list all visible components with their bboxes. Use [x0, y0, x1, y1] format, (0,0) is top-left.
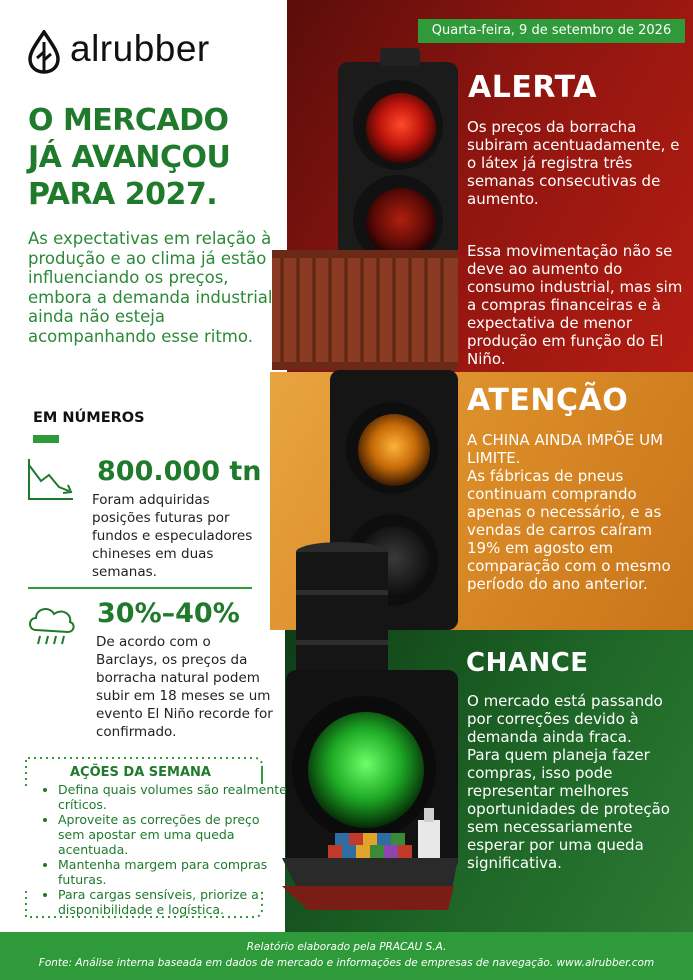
list-item: • Para cargas sensíveis, priorize a disponibilidade e logística.: [58, 887, 288, 917]
lead-paragraph: As expectativas em relação à produção e ao clima já estão influenciando os preços, embora a demanda industrial ainda não esteja acompanhando esse ritmo.: [28, 229, 273, 346]
page-title: [28, 102, 278, 213]
numbers-accent-bar: [33, 435, 59, 443]
date-badge: Quarta-feira, 9 de setembro de 2026: [418, 19, 685, 43]
attention-text: As fábricas de pneus continuam comprando apenas o necessário, e as vendas de carros caíram 19% em agosto em comparação com o mesmo período do ano anterior.: [467, 467, 671, 593]
alert-text: Essa movimentação não se deve ao aumento do consumo industrial, mas sim a compras financeiras e à expectativa de menor produção em função do El Niño.: [467, 242, 683, 368]
stat-value: 30%–40%: [97, 598, 240, 629]
footer-credit: Relatório elaborado pela PRACAU S.A.: [246, 941, 447, 953]
chance-text: O mercado está passando por correções devido à demanda ainda fraca. Para quem planeja fazer compras, isso pode representar melhores oportunidades de proteção sem necessariamente esperar por uma queda significativa.: [467, 692, 670, 872]
divider: [28, 587, 252, 589]
stat-description: De acordo com o Barclays, os preços da borracha natural podem subir em 18 meses se um evento El Niño recorde for confirmado.: [96, 634, 273, 740]
red-lamp: [366, 93, 436, 163]
alert-title: ALERTA: [468, 70, 597, 105]
actions-list: [40, 782, 288, 917]
list-item: • Mantenha margem para compras futuras.: [58, 857, 288, 887]
alert-text: Os preços da borracha subiram acentuadamente, e o látex já registra três semanas consecutivas de aumento.: [467, 118, 680, 208]
attention-subtitle: A CHINA AINDA IMPÕE UM LIMITE.: [467, 431, 664, 467]
footer: [0, 932, 693, 980]
shipping-container: [272, 250, 458, 370]
numbers-title: EM NÚMEROS: [33, 410, 145, 426]
headline-line-2: JÁ AVANÇOU: [28, 140, 231, 175]
green-lamp: [308, 712, 424, 828]
list-item: • Aproveite as correções de preço sem apostar em uma queda acentuada.: [58, 812, 288, 857]
headline-line-1: O MERCADO: [28, 103, 229, 138]
traffic-light-illustration: [268, 40, 468, 932]
rubber-drop-logo-icon: [26, 30, 62, 74]
stat-description: Foram adquiridas posições futuras por fundos e especuladores chineses em duas semanas.: [92, 492, 253, 580]
attention-title: ATENÇÃO: [467, 383, 629, 418]
rain-cloud-icon: [24, 600, 76, 648]
actions-title: AÇÕES DA SEMANA: [70, 765, 211, 780]
list-item: • Defina quais volumes são realmente críticos.: [58, 782, 288, 812]
chance-title: CHANCE: [466, 648, 589, 678]
headline-line-3: PARA 2027.: [28, 177, 218, 212]
brand-name: alrubber: [70, 28, 210, 69]
footer-source: Fonte: Análise interna baseada em dados de mercado e informações de empresas de navegação. www.alrubber.com: [38, 957, 655, 969]
amber-lamp: [358, 414, 430, 486]
chart-down-icon: [25, 457, 75, 503]
stat-value: 800.000 tn: [97, 456, 262, 487]
oil-barrel: [296, 552, 388, 680]
